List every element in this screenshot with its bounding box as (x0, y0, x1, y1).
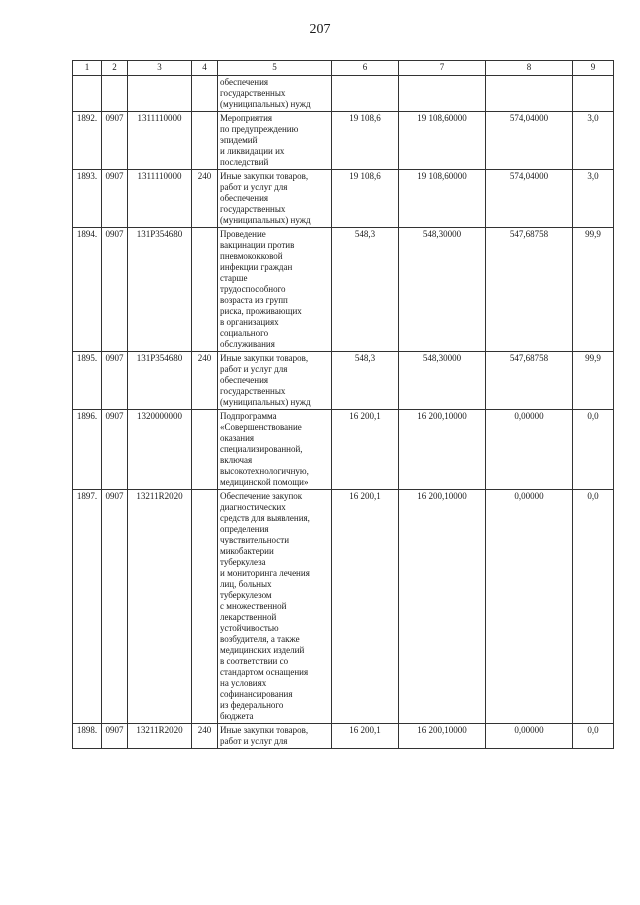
value-col6: 16 200,1 (332, 724, 399, 749)
item-name-line: средств для выявления, (220, 513, 310, 523)
value-col8: 0,00000 (486, 490, 573, 724)
value-col8: 574,04000 (486, 112, 573, 170)
table-row (73, 410, 614, 490)
page-number: 207 (309, 22, 331, 37)
item-name-line: и мониторинга лечения (220, 568, 310, 578)
item-name-line: бюджета (220, 711, 254, 721)
row-number: 1893. (73, 170, 102, 228)
header-cell-7: 7 (399, 61, 486, 76)
item-name-line: старше (220, 273, 248, 283)
item-name-line: Иные закупки товаров, (220, 353, 309, 363)
item-name-line: вакцинации против (220, 240, 295, 250)
target-code (128, 76, 192, 112)
item-name-line: оказания (220, 433, 255, 443)
table-row (73, 170, 614, 228)
item-name-line: инфекции граждан (220, 262, 293, 272)
value-col7 (399, 76, 486, 112)
item-name-line: специализированной, (220, 444, 303, 454)
table-row (73, 352, 614, 410)
item-name (218, 112, 332, 170)
item-name-line: государственных (220, 204, 286, 214)
target-code: 1311110000 (128, 170, 192, 228)
value-col7: 548,30000 (399, 352, 486, 410)
value-col9: 99,9 (573, 352, 614, 410)
item-name-line: микобактерии (220, 546, 274, 556)
item-name-line: Иные закупки товаров, (220, 725, 309, 735)
target-code: 1320000000 (128, 410, 192, 490)
value-col6: 16 200,1 (332, 410, 399, 490)
item-name-line: Обеспечение закупок (220, 491, 303, 501)
value-col8: 574,04000 (486, 170, 573, 228)
item-name-line: в организациях (220, 317, 279, 327)
item-name-line: в соответствии со (220, 656, 289, 666)
item-name (218, 228, 332, 352)
item-name-line: Проведение (220, 229, 266, 239)
section-code: 0907 (102, 352, 128, 410)
target-code: 131P354680 (128, 352, 192, 410)
item-name-line: лиц, больных (220, 579, 272, 589)
table-row (73, 76, 614, 112)
item-name-line: высокотехнологичную, (220, 466, 309, 476)
header-cell-6: 6 (332, 61, 399, 76)
header-cell-5: 5 (218, 61, 332, 76)
header-cell-2: 2 (102, 61, 128, 76)
target-code: 1311110000 (128, 112, 192, 170)
value-col8: 547,68758 (486, 352, 573, 410)
item-name-line: обслуживания (220, 339, 275, 349)
value-col7: 16 200,10000 (399, 724, 486, 749)
item-name-line: включая (220, 455, 253, 465)
value-col6: 16 200,1 (332, 490, 399, 724)
value-col8 (486, 76, 573, 112)
item-name (218, 724, 332, 749)
item-name-line: (муниципальных) нужд (220, 397, 311, 407)
target-code: 131P354680 (128, 228, 192, 352)
item-name-line: (муниципальных) нужд (220, 215, 311, 225)
item-name (218, 410, 332, 490)
row-number (73, 76, 102, 112)
item-name-line: работ и услуг для (220, 182, 288, 192)
item-name-line: стандартом оснащения (220, 667, 309, 677)
header-row (73, 61, 614, 76)
item-name-line: Иные закупки товаров, (220, 171, 309, 181)
header-cell-3: 3 (128, 61, 192, 76)
item-name-line: Подпрограмма (220, 411, 277, 421)
value-col9 (573, 76, 614, 112)
item-name-line: «Совершенствование (220, 422, 302, 432)
table-row (73, 228, 614, 352)
item-name-line: государственных (220, 386, 286, 396)
value-col9: 3,0 (573, 170, 614, 228)
item-name-line: обеспечения (220, 375, 269, 385)
section-code: 0907 (102, 228, 128, 352)
item-name-line: работ и услуг для (220, 364, 288, 374)
value-col7: 16 200,10000 (399, 410, 486, 490)
value-col8: 0,00000 (486, 410, 573, 490)
expense-type (192, 490, 218, 724)
item-name-line: возраста из групп (220, 295, 288, 305)
value-col9: 99,9 (573, 228, 614, 352)
item-name-line: (муниципальных) нужд (220, 99, 311, 109)
value-col6: 548,3 (332, 352, 399, 410)
value-col7: 16 200,10000 (399, 490, 486, 724)
table-row (73, 724, 614, 749)
row-number: 1892. (73, 112, 102, 170)
item-name-line: медицинской помощи» (220, 477, 309, 487)
header-cell-4: 4 (192, 61, 218, 76)
item-name-line: определения (220, 524, 269, 534)
value-col9: 3,0 (573, 112, 614, 170)
item-name-line: лекарственной (220, 612, 277, 622)
item-name (218, 352, 332, 410)
item-name-line: медицинских изделий (220, 645, 305, 655)
row-number: 1897. (73, 490, 102, 724)
item-name-line: туберкулеза (220, 557, 266, 567)
row-number: 1896. (73, 410, 102, 490)
value-col8: 0,00000 (486, 724, 573, 749)
value-col6: 548,3 (332, 228, 399, 352)
item-name-line: на условиях (220, 678, 267, 688)
value-col9: 0,0 (573, 724, 614, 749)
expense-type: 240 (192, 170, 218, 228)
item-name-line: обеспечения (220, 77, 269, 87)
value-col7: 19 108,60000 (399, 170, 486, 228)
item-name-line: туберкулезом (220, 590, 272, 600)
section-code (102, 76, 128, 112)
item-name-line: трудоспособного (220, 284, 286, 294)
item-name-line: с множественной (220, 601, 287, 611)
expense-type: 240 (192, 352, 218, 410)
value-col6: 19 108,6 (332, 170, 399, 228)
section-code: 0907 (102, 724, 128, 749)
item-name-line: риска, проживающих (220, 306, 302, 316)
item-name-line: из федерального (220, 700, 284, 710)
item-name-line: софинансирования (220, 689, 293, 699)
row-number: 1895. (73, 352, 102, 410)
item-name-line: чувствительности (220, 535, 290, 545)
item-name (218, 76, 332, 112)
value-col9: 0,0 (573, 410, 614, 490)
expense-type (192, 228, 218, 352)
header-cell-8: 8 (486, 61, 573, 76)
item-name-line: последствий (220, 157, 269, 167)
table-body (73, 76, 614, 749)
expense-type (192, 112, 218, 170)
value-col7: 19 108,60000 (399, 112, 486, 170)
section-code: 0907 (102, 490, 128, 724)
value-col8: 547,68758 (486, 228, 573, 352)
target-code: 13211R2020 (128, 490, 192, 724)
item-name (218, 170, 332, 228)
expense-type (192, 410, 218, 490)
item-name-line: социального (220, 328, 269, 338)
row-number: 1898. (73, 724, 102, 749)
item-name-line: диагностических (220, 502, 286, 512)
section-code: 0907 (102, 112, 128, 170)
value-col6 (332, 76, 399, 112)
item-name-line: пневмококковой (220, 251, 283, 261)
value-col7: 548,30000 (399, 228, 486, 352)
value-col9: 0,0 (573, 490, 614, 724)
expense-type: 240 (192, 724, 218, 749)
item-name-line: возбудителя, а также (220, 634, 300, 644)
section-code: 0907 (102, 410, 128, 490)
item-name-line: эпидемий (220, 135, 258, 145)
item-name-line: Мероприятия (220, 113, 273, 123)
target-code: 13211R2020 (128, 724, 192, 749)
table-row (73, 490, 614, 724)
item-name-line: по предупреждению (220, 124, 299, 134)
value-col6: 19 108,6 (332, 112, 399, 170)
row-number: 1894. (73, 228, 102, 352)
item-name-line: государственных (220, 88, 286, 98)
item-name-line: работ и услуг для (220, 736, 288, 746)
budget-table (72, 60, 614, 749)
item-name-line: обеспечения (220, 193, 269, 203)
expense-type (192, 76, 218, 112)
item-name-line: и ликвидации их (220, 146, 285, 156)
header-cell-9: 9 (573, 61, 614, 76)
item-name (218, 490, 332, 724)
table-row (73, 112, 614, 170)
section-code: 0907 (102, 170, 128, 228)
header-cell-1: 1 (73, 61, 102, 76)
item-name-line: устойчивостью (220, 623, 279, 633)
